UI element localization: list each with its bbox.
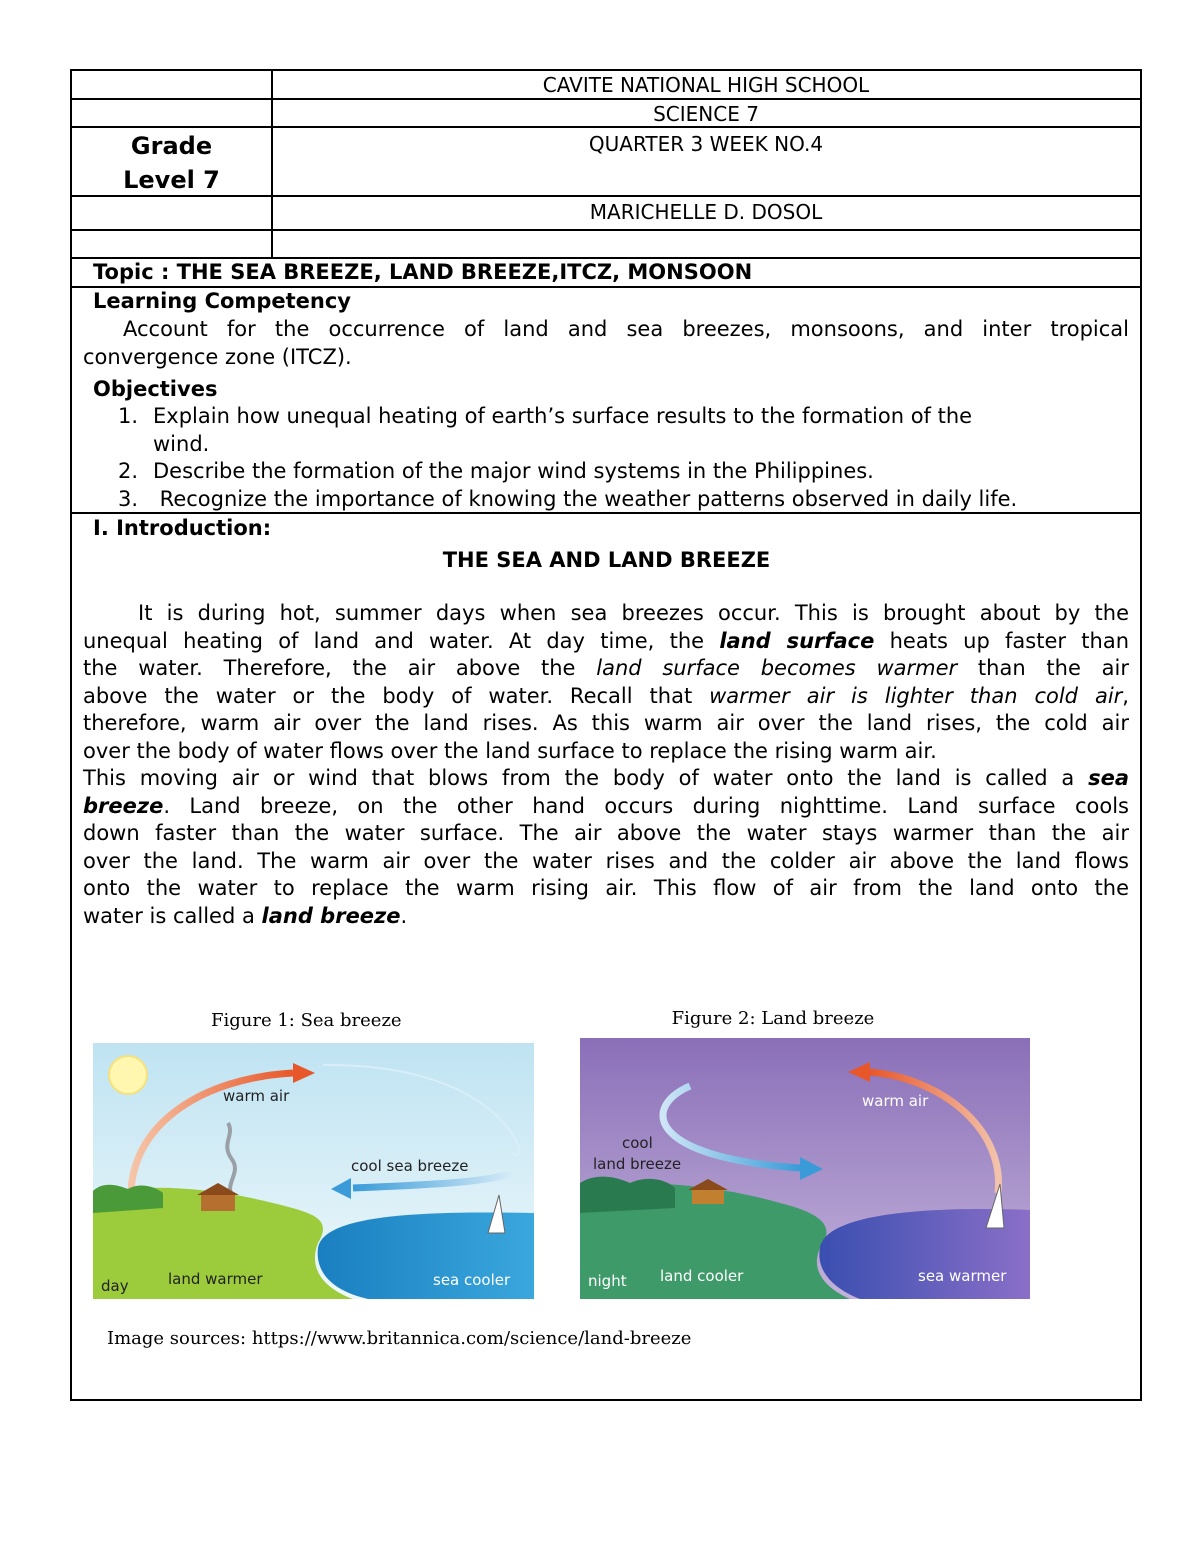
term-land-surface: land surface xyxy=(719,628,875,653)
row-divider-1 xyxy=(70,98,1142,100)
grade-level-line1: Grade xyxy=(130,132,213,160)
term-land-warmer: land surface becomes warmer xyxy=(596,656,958,680)
p2-line-5: onto the water to replace the warm rising air. This flow of air from the land onto the xyxy=(83,876,1129,900)
subject-name: SCIENCE 7 xyxy=(653,102,759,126)
label-warm-air: warm air xyxy=(223,1087,290,1105)
table-border-bottom xyxy=(70,1399,1142,1401)
competency-heading: Learning Competency xyxy=(93,289,351,313)
table-border-right xyxy=(1140,69,1142,1401)
objective-text: Describe the formation of the major wind systems in the Philippines. xyxy=(153,459,874,483)
p1-line-3: the water. Therefore, the air above the land surface becomes warmer than the air xyxy=(83,656,1129,680)
table-border-top xyxy=(70,69,1142,71)
figure-1-caption: Figure 1: Sea breeze xyxy=(211,1010,402,1031)
trees xyxy=(580,1177,675,1213)
row-divider-2 xyxy=(70,126,1142,128)
p1-line-6: over the body of water flows over the land surface to replace the rising warm air. xyxy=(83,738,937,763)
teacher-name: MARICHELLE D. DOSOL xyxy=(589,200,823,224)
label-land-breeze: land breeze xyxy=(593,1155,682,1173)
competency-text xyxy=(83,316,1129,371)
introduction-paragraph-1 xyxy=(83,600,1129,765)
objective-number: 2. xyxy=(118,459,139,483)
grade-level xyxy=(72,129,271,197)
term-breeze: breeze xyxy=(83,793,164,818)
p2-line-6: water is called a land breeze. xyxy=(83,903,408,928)
p2-line-3: down faster than the water surface. The air above the water stays warmer than the air xyxy=(83,821,1129,845)
school-name: CAVITE NATIONAL HIGH SCHOOL xyxy=(542,73,870,97)
label-land-warmer: land warmer xyxy=(168,1270,263,1288)
figure-2-caption: Figure 2: Land breeze xyxy=(641,1008,905,1029)
label-day: day xyxy=(101,1277,129,1295)
table-border-left xyxy=(70,69,72,1401)
term-land-breeze: land breeze xyxy=(261,903,401,928)
introduction-paragraph-2 xyxy=(83,765,1129,930)
label-cool-sea-breeze: cool sea breeze xyxy=(351,1157,469,1175)
label-sea-cooler: sea cooler xyxy=(433,1271,511,1289)
topic-title: Topic : THE SEA BREEZE, LAND BREEZE,ITCZ, MONSOON xyxy=(93,260,753,284)
label-cool: cool xyxy=(622,1134,653,1152)
term-sea: sea xyxy=(1088,766,1129,790)
image-sources: Image sources: https://www.britannica.com/science/land-breeze xyxy=(107,1328,692,1349)
figure-1-sea-breeze-illustration xyxy=(93,1043,534,1299)
objective-number: 1. xyxy=(118,404,139,428)
sun-icon xyxy=(109,1056,147,1094)
introduction-title: THE SEA AND LAND BREEZE xyxy=(442,548,771,572)
p2-line-4: over the land. The warm air over the water rises and the colder air above the land flows xyxy=(83,848,1129,873)
grade-level-line2: Level 7 xyxy=(123,166,220,194)
label-land-cooler: land cooler xyxy=(660,1267,744,1285)
objective-text: Recognize the importance of knowing the weather patterns observed in daily life. xyxy=(153,487,1018,511)
p1-line-1: It is during hot, summer days when sea breezes occur. This is brought about by the xyxy=(138,601,1129,625)
objective-number: 3. xyxy=(118,487,139,511)
competency-line-2: convergence zone (ITCZ). xyxy=(83,344,352,369)
introduction-heading: I. Introduction: xyxy=(93,516,272,540)
label-night: night xyxy=(588,1272,627,1290)
figure-2-land-breeze-illustration xyxy=(580,1038,1030,1299)
house xyxy=(692,1188,724,1204)
p2-line-2: breeze. Land breeze, on the other hand occurs during nighttime. Land surface cools xyxy=(83,793,1129,818)
objective-text-cont: wind. xyxy=(153,432,210,456)
p2-line-1: This moving air or wind that blows from the body of water onto the land is called a sea xyxy=(83,766,1129,790)
p1-line-5: therefore, warm air over the land rises. As this warm air over the land rises, the cold air xyxy=(83,711,1129,735)
house xyxy=(201,1193,235,1211)
p1-line-4: above the water or the body of water. Recall that warmer air is lighter than cold air, xyxy=(83,683,1129,708)
competency-line-1: Account for the occurrence of land and sea breezes, monsoons, and inter tropical xyxy=(123,317,1129,341)
objectives-heading: Objectives xyxy=(93,377,218,401)
quarter-week: QUARTER 3 WEEK NO.4 xyxy=(588,132,824,156)
label-warm-air: warm air xyxy=(862,1092,929,1110)
objective-text: Explain how unequal heating of earth’s surface results to the formation of the xyxy=(153,404,973,428)
label-sea-warmer: sea warmer xyxy=(918,1267,1007,1285)
p1-line-2: unequal heating of land and water. At day time, the land surface heats up faster than xyxy=(83,628,1130,653)
row-divider-4 xyxy=(70,229,1142,231)
term-warmer-air: warmer air is lighter than cold air xyxy=(709,683,1123,708)
